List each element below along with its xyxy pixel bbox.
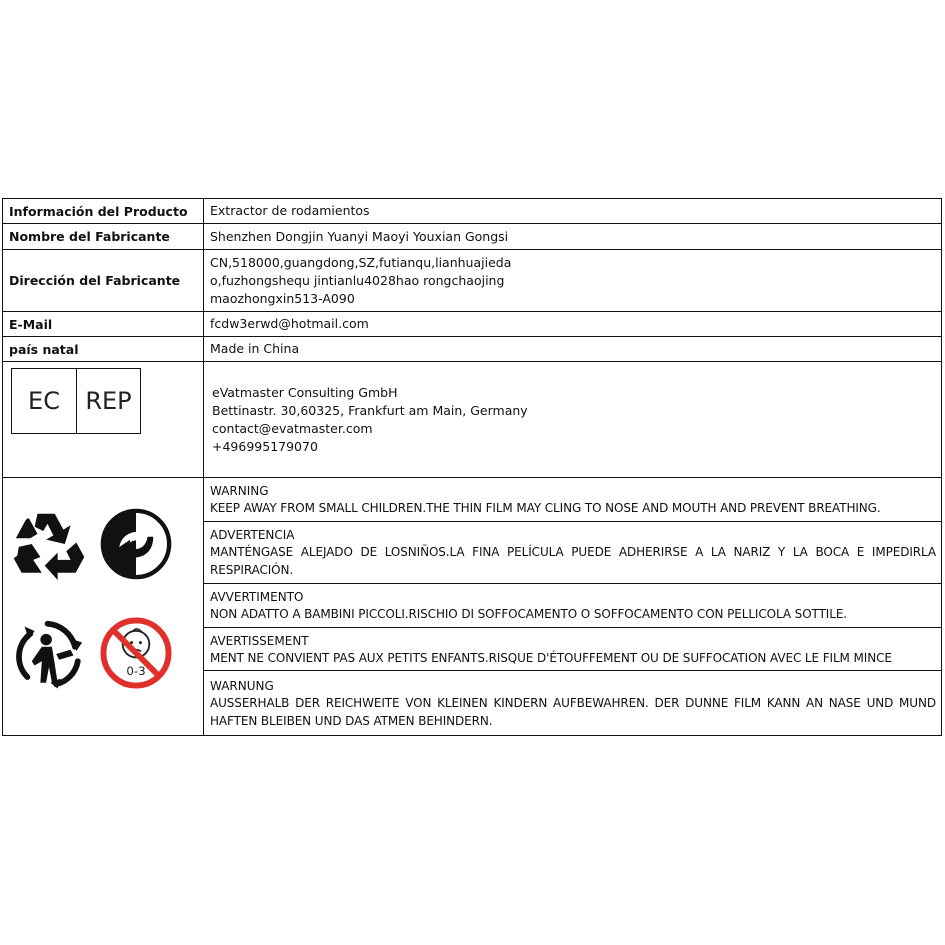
table-row-origin [3,337,942,362]
warning-title-it: AVVERTIMENTO [210,590,304,605]
ec-rep-email: contact@evatmaster.com [212,420,373,436]
warning-cell-es [204,521,942,584]
age-range-text: 0-3 [126,664,146,679]
address-value [204,250,942,312]
warning-title-en: WARNING [210,484,269,499]
warning-text-fr: MENT NE CONVIENT PAS AUX PETITS ENFANTS.RISQUE D'ÉTOUFFEMENT OU DE SUFFOCATION AVEC LE FILM MINCE [210,650,892,665]
symbols-panel [3,478,203,735]
manufacturer-label: Nombre del Fabricante [3,224,204,250]
warning-text-it: NON ADATTO A BAMBINI PICCOLI.RISCHIO DI SOFFOCAMENTO O SOFFOCAMENTO CON PELLICOLA SOTTILE. [210,607,848,622]
product-value: Extractor de rodamientos [204,199,942,224]
product-info-table [2,198,942,736]
origin-value: Made in China [204,337,942,362]
ec-rep-company: eVatmaster Consulting GmbH [212,384,398,400]
warning-cell-fr [204,627,942,671]
warning-title-fr: AVERTISSEMENT [210,633,309,648]
ec-mark-text: EC [12,369,77,433]
warning-cell-en [204,478,942,522]
manufacturer-value: Shenzhen Dongjin Yuanyi Maoyi Youxian Gongsi [204,224,942,250]
address-label: Dirección del Fabricante [3,250,204,312]
email-value: fcdw3erwd@hotmail.com [204,312,942,337]
symbols-cell [3,478,204,736]
address-line-1: CN,518000,guangdong,SZ,futianqu,lianhuajieda [210,254,512,270]
table-row-email [3,312,942,337]
address-line-2: o,fuzhongshequ jintianlu4028hao rongchaojing [210,272,505,288]
rep-mark-text: REP [85,387,132,415]
email-label: E-Mail [3,312,204,337]
table-row-address [3,250,942,312]
warning-row-en [3,478,942,522]
table-row-product [3,199,942,224]
table-row-manufacturer [3,224,942,250]
origin-label: país natal [3,337,204,362]
address-line-3: maozhongxin513-A090 [210,290,355,306]
triman-icon [11,618,87,690]
warning-text-de: AUSSERHALB DER REICHWEITE VON KLEINEN KINDERN AUFBEWAHREN. DER DUNNE FILM KANN AN NASE UND MUND HAFTEN BLEIBEN UND DAS ATMEN BEHINDERN. [210,696,936,729]
ec-rep-mark-cell [3,362,204,478]
warning-cell-it [204,584,942,628]
warning-title-es: ADVERTENCIA [210,528,295,543]
green-dot-icon [100,508,172,580]
ec-rep-phone: +496995179070 [212,438,318,454]
table-row-ec-rep [3,362,942,478]
ec-rep-address: Bettinastr. 30,60325, Frankfurt am Main, Germany [212,402,528,418]
ec-rep-info [210,384,941,456]
warning-title-de: WARNUNG [210,679,274,694]
age-0-3-warning-icon [99,616,173,690]
ec-rep-mark [11,368,141,434]
warning-cell-de [204,671,942,736]
product-label: Información del Producto [3,199,204,224]
warning-text-en: KEEP AWAY FROM SMALL CHILDREN.THE THIN FILM MAY CLING TO NOSE AND MOUTH AND PREVENT BREATHING. [210,501,881,516]
ec-rep-info-cell [204,362,942,478]
recycle-icon [11,508,87,580]
warning-text-es: MANTÉNGASE ALEJADO DE LOSNIÑOS.LA FINA PELÍCULA PUEDE ADHERIRSE A LA NARIZ Y LA BOCA E IMPEDIRLA RESPIRACIÓN. [210,545,936,578]
